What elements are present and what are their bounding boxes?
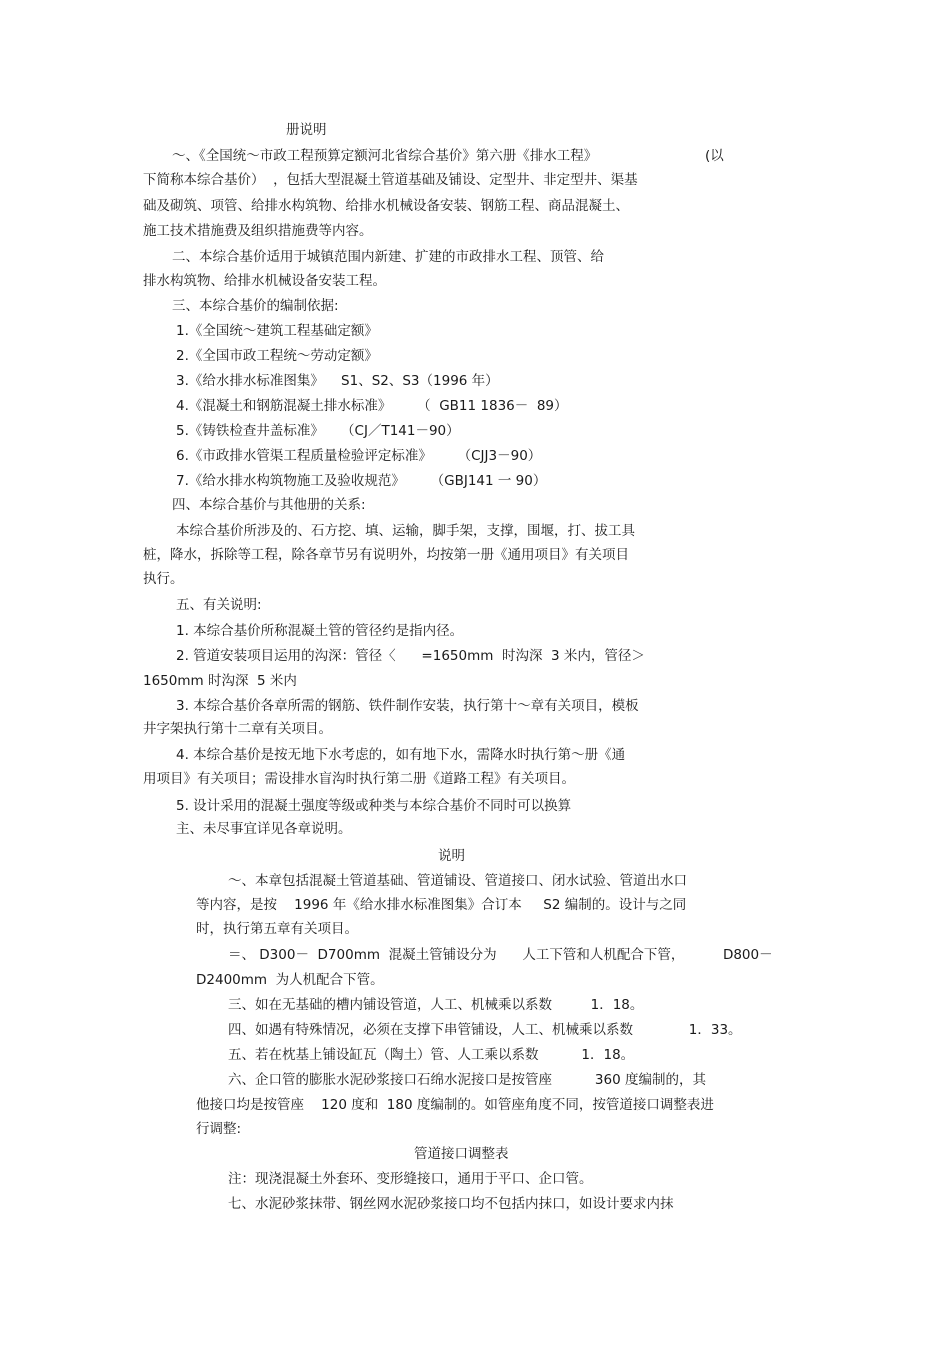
list-item: 6.《市政排水管渠工程质量检验评定标准》 （CJJ3－90）	[176, 448, 542, 464]
paragraph-line: ～、《全国统～市政工程预算定额河北省综合基价》第六册《排水工程》	[172, 148, 598, 164]
paragraph-line: 主、未尽事宜详见各章说明。	[176, 821, 352, 837]
paragraph-line: 础及砌筑、项管、给排水构筑物、给排水机械设备安装、钢筋工程、商品混凝土、	[143, 198, 629, 214]
paragraph-line: 三、本综合基价的编制依据:	[172, 298, 339, 314]
list-item: 2. 管道安装项目运用的沟深：管径〈 =1650mm 时沟深 3 米内，管径＞	[176, 648, 645, 664]
list-item: 4. 本综合基价是按无地下水考虑的，如有地下水，需降水时执行第～册《通	[176, 747, 626, 763]
paragraph-line: 七、水泥砂浆抹带、钢丝网水泥砂浆接口均不包括内抹口，如设计要求内抹	[228, 1196, 674, 1212]
paragraph-line: 排水构筑物、给排水机械设备安装工程。	[143, 273, 386, 289]
paragraph-line: 三、如在无基础的槽内铺设管道，人工、机械乘以系数 1．18。	[228, 997, 644, 1013]
paragraph-line: 他接口均是按管座 120 度和 180 度编制的。如管座角度不同，按管道接口调整表进	[196, 1097, 714, 1113]
list-item: 1. 本综合基价所称混凝土管的管径约是指内径。	[176, 623, 464, 639]
section-title: 册说明	[286, 122, 327, 138]
paragraph-line: 施工技术措施费及组织措施费等内容。	[143, 223, 373, 239]
paragraph-line: 六、企口管的膨胀水泥砂浆接口石绵水泥接口是按管座 360 度编制的，其	[228, 1072, 706, 1088]
paragraph-line: D2400mm 为人机配合下管。	[196, 972, 384, 988]
paragraph-line: 四、如遇有特殊情况，必须在支撑下串管铺设，人工、机械乘以系数 1．33。	[228, 1022, 742, 1038]
paragraph-line: 行调整:	[196, 1121, 242, 1137]
paragraph-line: ～、本章包括混凝土管道基础、管道铺设、管道接口、闭水试验、管道出水口	[228, 873, 687, 889]
paragraph-line: 本综合基价所涉及的、石方挖、填、运输，脚手架，支撑，围堰，打、拔工具	[176, 523, 635, 539]
paragraph-line: 二、本综合基价适用于城镇范围内新建、扩建的市政排水工程、顶管、给	[172, 249, 604, 265]
paragraph-line: 等内容，是按 1996 年《给水排水标准图集》合订本 S2 编制的。设计与之同	[196, 897, 687, 913]
list-item: 3. 本综合基价各章所需的钢筋、铁件制作安装，执行第十～章有关项目，模板	[176, 698, 639, 714]
list-item: 2.《全国市政工程统～劳动定额》	[176, 348, 378, 364]
list-item: 4.《混凝土和钢筋混凝土排水标准》 （ GB11 1836－ 89）	[176, 398, 568, 414]
paragraph-line: 执行。	[143, 571, 184, 587]
paragraph-line: 四、本综合基价与其他册的关系:	[172, 497, 366, 513]
paragraph-line: 桩，降水，拆除等工程，除各章节另有说明外，均按第一册《通用项目》有关项目	[143, 547, 629, 563]
paragraph-line: ＝、 D300－ D700mm 混凝土管铺设分为 人工下管和人机配合下管， D800－	[228, 947, 773, 963]
list-item: 1.《全国统～建筑工程基础定额》	[176, 323, 378, 339]
paragraph-line: 五、若在枕基上铺设缸瓦（陶土）管、人工乘以系数 1．18。	[228, 1047, 635, 1063]
paragraph-line: 下简称本综合基价） ，包括大型混凝土管道基础及铺设、定型井、非定型井、渠基	[143, 172, 638, 188]
list-item: 5. 设计采用的混凝土强度等级或种类与本综合基价不同时可以换算	[176, 798, 572, 814]
paragraph-line: 用项目》有关项目；需设排水盲沟时执行第二册《道路工程》有关项目。	[143, 771, 575, 787]
list-item: 3.《给水排水标准图集》 S1、S2、S3（1996 年）	[176, 373, 499, 389]
paragraph-line: 1650mm 时沟深 5 米内	[143, 673, 297, 689]
table-title: 管道接口调整表	[414, 1146, 509, 1162]
paragraph-line: 井字架执行第十二章有关项目。	[143, 721, 332, 737]
paragraph-line: (以	[705, 148, 724, 164]
list-item: 5.《铸铁检查井盖标准》 （CJ／T141－90）	[176, 423, 460, 439]
paragraph-line: 五、有关说明:	[176, 597, 262, 613]
list-item: 7.《给水排水构筑物施工及验收规范》 （GBJ141 一 90）	[176, 473, 547, 489]
section-title: 说明	[438, 848, 465, 864]
paragraph-line: 时，执行第五章有关项目。	[196, 921, 358, 937]
table-note: 注：现浇混凝土外套环、变形缝接口，通用于平口、企口管。	[228, 1171, 593, 1187]
